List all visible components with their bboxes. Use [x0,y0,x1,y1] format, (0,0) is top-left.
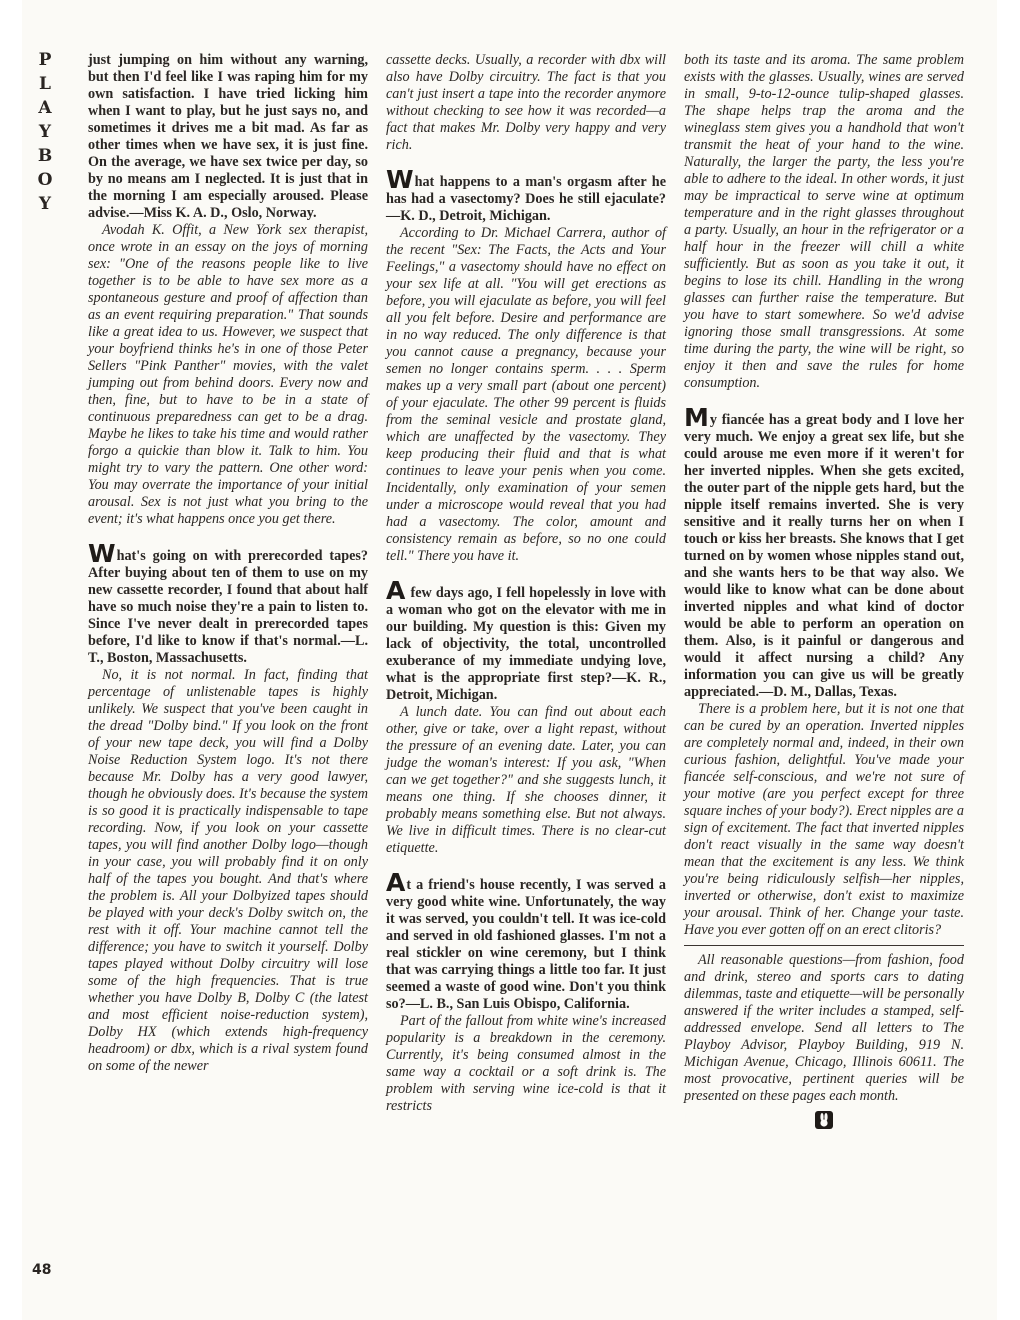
column-3 [684,52,964,1129]
column-1 [88,52,368,1075]
drop-cap: A [386,868,406,897]
advisor-answer [386,704,666,857]
submission-note: All reasonable questions—from fashion, food and drink, stereo and sports cars to dating dilemmas, taste and etiquette—will be personally answered if the writer includes a stamped, self-addressed envelope. Send all letters to The Playboy Advisor, Playboy Building, 919 N. Michigan Avenue, Chicago, Illinois 60611. The most provocative, pertinent queries will be presented on these pages each month. [684,952,964,1104]
masthead-letter: Y [38,194,52,214]
drop-cap: M [684,403,709,432]
drop-cap: W [88,539,116,568]
paragraph-text: few days ago, I fell hopelessly in love with a woman who got on the elevator with me in our building. My question is this: Given my lack of objectivity, the total, uncontrolled exuberance of my immediate undying love, what is the appropriate first step?—K. R., Detroit, Michigan. [386,585,666,703]
drop-cap: W [386,165,414,194]
paragraph-text: cassette decks. Usually, a recorder with dbx will also have Dolby circuitry. The fact is that you can't just insert a tape into the recorder anymore without checking to see how it was recorded—a fact that makes Mr. Dolby very happy and very rich. [386,52,666,153]
divider-rule [684,945,964,946]
advisor-answer [88,222,368,528]
advisor-answer [386,225,666,565]
masthead-letter: L [39,74,51,94]
column-2 [386,52,666,1115]
advisor-answer [386,1013,666,1115]
magazine-page [22,0,997,1320]
paragraph-gap [386,154,666,171]
drop-cap: A [386,576,406,605]
reader-question [386,868,666,1013]
paragraph-gap [88,528,368,545]
masthead-letter: A [38,98,52,118]
paragraph-text: both its taste and its aroma. The same problem exists with the glasses. Usually, wines are served in small, 9-to-12-ounce tulip-shaped glasses. The shape helps trap the aroma and the wineglass stem gives you a handhold that won't transmit the heat of your hand to the wine. Naturally, the larger the party, the less you're able to adhere to the ideal. In other words, it just may be impractical to serve wine at optimum temperature and in the right glasses throughout a party. Usually, an hour in the refrigerator or a half hour in the freezer will chill a white sufficiently. But as soon as you take it out, it begins to lose its chill. Handling in the wrong glasses can further raise the temperature. But you have to start somewhere. So we'd advise ignoring those small transgressions. At some time during the party, the wine will be right, so enjoy it then and save the rules for home consumption. [684,52,964,391]
paragraph-text: A lunch date. You can find out about each other, give or take, over a light repast, without the pressure of an evening date. Later, you can judge the woman's interest: If you ask, "When can we get together?" and she suggests lunch, it means one thing. If she chooses dinner, it probably means something else. But not always. We live in difficult times. There is no clear-cut etiquette. [386,704,666,856]
paragraph-gap [684,392,964,409]
advisor-answer [88,667,368,1075]
masthead-letter: O [37,170,53,190]
advisor-answer [386,52,666,154]
paragraph-text: According to Dr. Michael Carrera, author of the recent "Sex: The Facts, the Acts and Your Feelings," a vasectomy should have no effect on your sex life at all. "You will get erections as before, you will ejaculate as before, you will feel all you felt before. Desire and performance are in no way reduced. The only difference is that you cannot cause a pregnancy, because your semen no longer contains sperm. . . . Sperm makes up a very small part (about one percent) of your ejaculate. The other 99 percent is fluids from the seminal vesicle and prostate gland, which are unaffected by the vasectomy. They keep producing their fluid and that is what continues to leave your penis when you come. Incidentally, only examination of your semen under a microscope would reveal that you had had a vasectomy. The color, amount and consistency remain as before, so no one could tell." There you have it. [386,225,666,564]
page-number: 48 [32,1262,52,1278]
paragraph-text: y fiancée has a great body and I love her very much. We enjoy a great sex life, but she could arouse me even more if it weren't for her inverted nipples. When she gets excited, the outer part of the nipple gets hard, but the nipple itself remains inverted. She is very sensitive and it really turns her on when I touch or kiss her breasts. She knows that I get turned on by women whose nipples stand out, and she wants hers to be that way also. We would like to know what can be done about inverted nipples and what kind of doctor would be able to perform an operation on them. Also, is it painful or dangerous and would it affect nursing a child? Any information you can give us will be greatly appreciated.—D. M., Dallas, Texas. [684,412,964,700]
reader-question [684,403,964,701]
reader-question [386,576,666,704]
paragraph-text: Part of the fallout from white wine's increased popularity is a breakdown in the ceremony. Currently, it's being consumed almost in the same way a cocktail or a soft drink is. The problem with serving wine ice-cold is that it restricts [386,1013,666,1114]
masthead-vertical [32,48,58,216]
advisor-answer [684,52,964,392]
masthead-letter: P [38,50,52,70]
masthead-letter: B [37,146,53,166]
paragraph-text: just jumping on him without any warning, but then I'd feel like I was raping him for my own satisfaction. I have tried licking him when I want to play, but he just says no, and sometimes it drives me a bit mad. As far as other times when we have sex, it is just fine. On the average, we have sex twice per day, so by no means am I neglected. It is just that in the morning I am especially aroused. Please advise.—Miss K. A. D., Oslo, Norway. [88,52,368,221]
paragraph-text: hat happens to a man's orgasm after he has had a vasectomy? Does he still ejaculate?—K. D., Detroit, Michigan. [386,174,666,224]
reader-question [386,165,666,225]
masthead-letter: Y [38,122,52,142]
advisor-answer [684,701,964,939]
rabbit-head-icon [815,1111,833,1129]
paragraph-gap [386,565,666,582]
paragraph-text: t a friend's house recently, I was served a very good white wine. Unfortunately, the way it was served, you couldn't tell. It was ice-cold and served in old fashioned glasses. I'm not a real stickler on wine ceremony, but I think that was carrying things a little too far. It just seemed a waste of good wine. Don't you think so?—L. B., San Luis Obispo, California. [386,877,666,1012]
paragraph-text: Avodah K. Offit, a New York sex therapist, once wrote in an essay on the joys of morning sex: "One of the reasons people like to live together is to be able to have sex more as a spontaneous gesture and proof of affection than as an event requiring preparation." That sounds like a great idea to us. However, we suspect that your boyfriend thinks he's in one of those Peter Sellers "Pink Panther" movies, with the valet jumping out from behind doors. Every now and then, fine, but to have to be in a state of continuous preparedness can get to be a drag. Maybe he likes to take his time and would rather forgo a quickie than blow it. Talk to him. You might try to vary the pattern. One other word: You may overrate the importance of your initial arousal. Sex is not just what you bring to the event; it's what happens once you get there. [88,222,368,527]
paragraph-text: There is a problem here, but it is not one that can be cured by an operation. Inverted nipples are completely normal and, indeed, in their own curious fashion, delightful. You've made your fiancée self-conscious, and we're not sure of your motive (are you perfect except for three square inches of your body?). Erect nipples are a sign of excitement. The fact that inverted nipples don't react visually in the same way doesn't mean that the excitement is any less. We think you're being ridiculously selfish—her nipples, inverted or otherwise, don't exist to maximize your arousal. Think of her. Change your taste. Have you ever gotten off on an erect clitoris? [684,701,964,938]
reader-question [88,539,368,667]
paragraph-text: No, it is not normal. In fact, finding that percentage of unlistenable tapes is highly unlikely. We suspect that you've been caught in the dread "Dolby bind." If you look on the front of your new tape deck, you will find a Dolby Noise Reduction System logo. It's not there because Mr. Dolby has a very good lawyer, though he obviously does. It's because the system is so good it is practically indispensable to tape recording. Now, if you look on your cassette tapes, you will find another Dolby logo—though in your case, you will probably find it on only half of the tapes you bought. And that's where the problem is. All your Dolbyized tapes should be played with your deck's Dolby switch on, the rest with it off. Your machine cannot tell the difference; you have to switch it yourself. Dolby tapes played without Dolby circuitry will lose some of the high frequencies. That is true whether you have Dolby B, Dolby C (the latest and most efficient noise-reduction system), Dolby HX (which extends high-frequency headroom) or dbx, which is a rival system found on some of the newer [88,667,368,1074]
reader-question [88,52,368,222]
paragraph-text: hat's going on with prerecorded tapes? After buying about ten of them to use on my new cassette recorder, I found that about half have so much noise they're a pain to listen to. Since I've never dealt in prerecorded tapes before, I'd like to know if that's normal.—L. T., Boston, Massachusetts. [88,548,368,666]
paragraph-gap [386,857,666,874]
